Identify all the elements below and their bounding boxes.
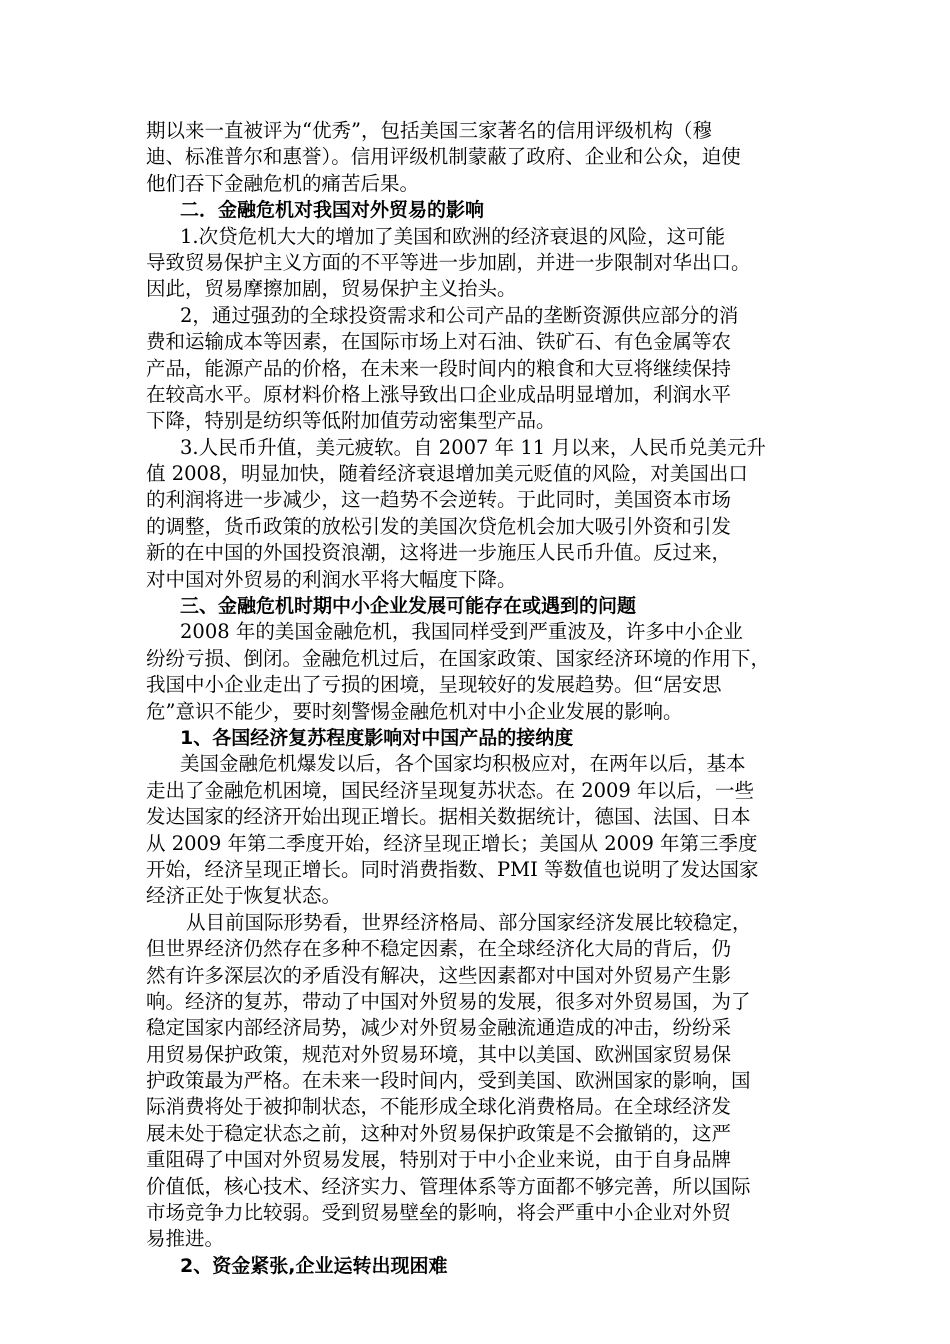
text-line: 导致贸易保护主义方面的不平等进一步加剧，并进一步限制对华出口。 [146,250,751,274]
text-line: 用贸易保护政策，规范对外贸易环境，其中以美国、欧洲国家贸易保 [146,1042,732,1066]
text-line: 迪、标准普尔和惠誉）。信用评级机制蒙蔽了政府、企业和公众，迫使 [146,145,741,169]
text-line: 从目前国际形势看，世界经济格局、部分国家经济发展比较稳定， [186,910,752,934]
text-line: 1.次贷危机大大的增加了美国和欧洲的经济衰退的风险，这可能 [180,224,726,248]
text-line: 的调整，货币政策的放松引发的美国次贷危机会加大吸引外资和引发 [146,514,732,538]
text-line: 2008 年的美国金融危机，我国同样受到严重波及，许多中小企业 [180,620,743,644]
text-line: 际消费将处于被抑制状态，不能形成全球化消费格局。在全球经济发 [146,1095,732,1119]
text-line: 但世界经济仍然存在多种不稳定因素，在全球经济化大局的背后，仍 [146,937,732,961]
text-line: 护政策最为严格。在未来一段时间内，受到美国、欧洲国家的影响，国 [146,1069,751,1093]
text-line: 稳定国家内部经济局势，减少对外贸易金融流通造成的冲击，纷纷采 [146,1016,732,1040]
text-line: 新的在中国的外国投资浪潮，这将进一步施压人民币升值。反过来， [146,541,732,565]
text-line: 值 2008，明显加快，随着经济衰退增加美元贬值的风险，对美国出口 [146,462,748,486]
section-heading: 三、金融危机时期中小企业发展可能存在或遇到的问题 [180,595,637,618]
section-heading: 二．金融危机对我国对外贸易的影响 [180,199,485,222]
text-line: 美国金融危机爆发以后，各个国家均积极应对，在两年以后，基本 [180,752,746,776]
text-line: 价值低，核心技术、经济实力、管理体系等方面都不够完善，所以国际 [146,1174,751,1198]
text-line: 从 2009 年第二季度开始，经济呈现正增长；美国从 2009 年第三季度 [146,831,758,855]
text-line: 重阻碍了中国对外贸易发展，特别对于中小企业来说，由于自身品牌 [146,1148,732,1172]
text-line: 我国中小企业走出了亏损的困境，呈现较好的发展趋势。但“居安思 [146,673,722,697]
text-line: 易推进。 [146,1227,225,1251]
text-line: 3.人民币升值，美元疲软。自 2007 年 11 月以来，人民币兑美元升 [180,435,766,459]
text-line: 纷纷亏损、倒闭。金融危机过后，在国家政策、国家经济环境的作用下， [146,646,771,670]
text-line: 然有许多深层次的矛盾没有解决，这些因素都对中国对外贸易产生影 [146,963,732,987]
text-line: 响。经济的复苏，带动了中国对外贸易的发展，很多对外贸易国，为了 [146,989,751,1013]
text-line: 对中国对外贸易的利润水平将大幅度下降。 [146,567,517,591]
text-line: 展未处于稳定状态之前，这种对外贸易保护政策是不会撤销的，这严 [146,1121,732,1145]
text-line: 经济正处于恢复状态。 [146,884,342,908]
text-line: 产品，能源产品的价格，在未来一段时间内的粮食和大豆将继续保持 [146,356,732,380]
text-line: 发达国家的经济开始出现正增长。据相关数据统计，德国、法国、日本 [146,805,751,829]
text-line: 危”意识不能少，要时刻警惕金融危机对中小企业发展的影响。 [146,699,683,723]
section-heading: 1、各国经济复苏程度影响对中国产品的接纳度 [180,726,574,749]
text-line: 他们吞下金融危机的痛苦后果。 [146,171,420,195]
text-line: 下降，特别是纺织等低附加值劳动密集型产品。 [146,409,556,433]
text-line: 开始，经济呈现正增长。同时消费指数、PMI 等数值也说明了发达国家 [146,857,759,881]
text-line: 的利润将进一步减少，这一趋势不会逆转。于此同时，美国资本市场 [146,488,732,512]
text-line: 走出了金融危机困境，国民经济呈现复苏状态。在 2009 年以后，一些 [146,778,755,802]
document-body [146,118,806,1279]
section-heading: 2、资金紧张,企业运转出现困难 [180,1254,448,1277]
text-line: 期以来一直被评为“优秀”，包括美国三家著名的信用评级机构（穆 [146,119,712,142]
text-line: 市场竞争力比较弱。受到贸易壁垒的影响，将会严重中小企业对外贸 [146,1201,732,1225]
text-line: 2，通过强劲的全球投资需求和公司产品的垄断资源供应部分的消 [180,303,739,327]
text-line: 在较高水平。原材料价格上涨导致出口企业成品明显增加，利润水平 [146,382,732,406]
text-line: 费和运输成本等因素，在国际市场上对石油、铁矿石、有色金属等农 [146,330,732,354]
text-line: 因此，贸易摩擦加剧，贸易保护主义抬头。 [146,277,517,301]
